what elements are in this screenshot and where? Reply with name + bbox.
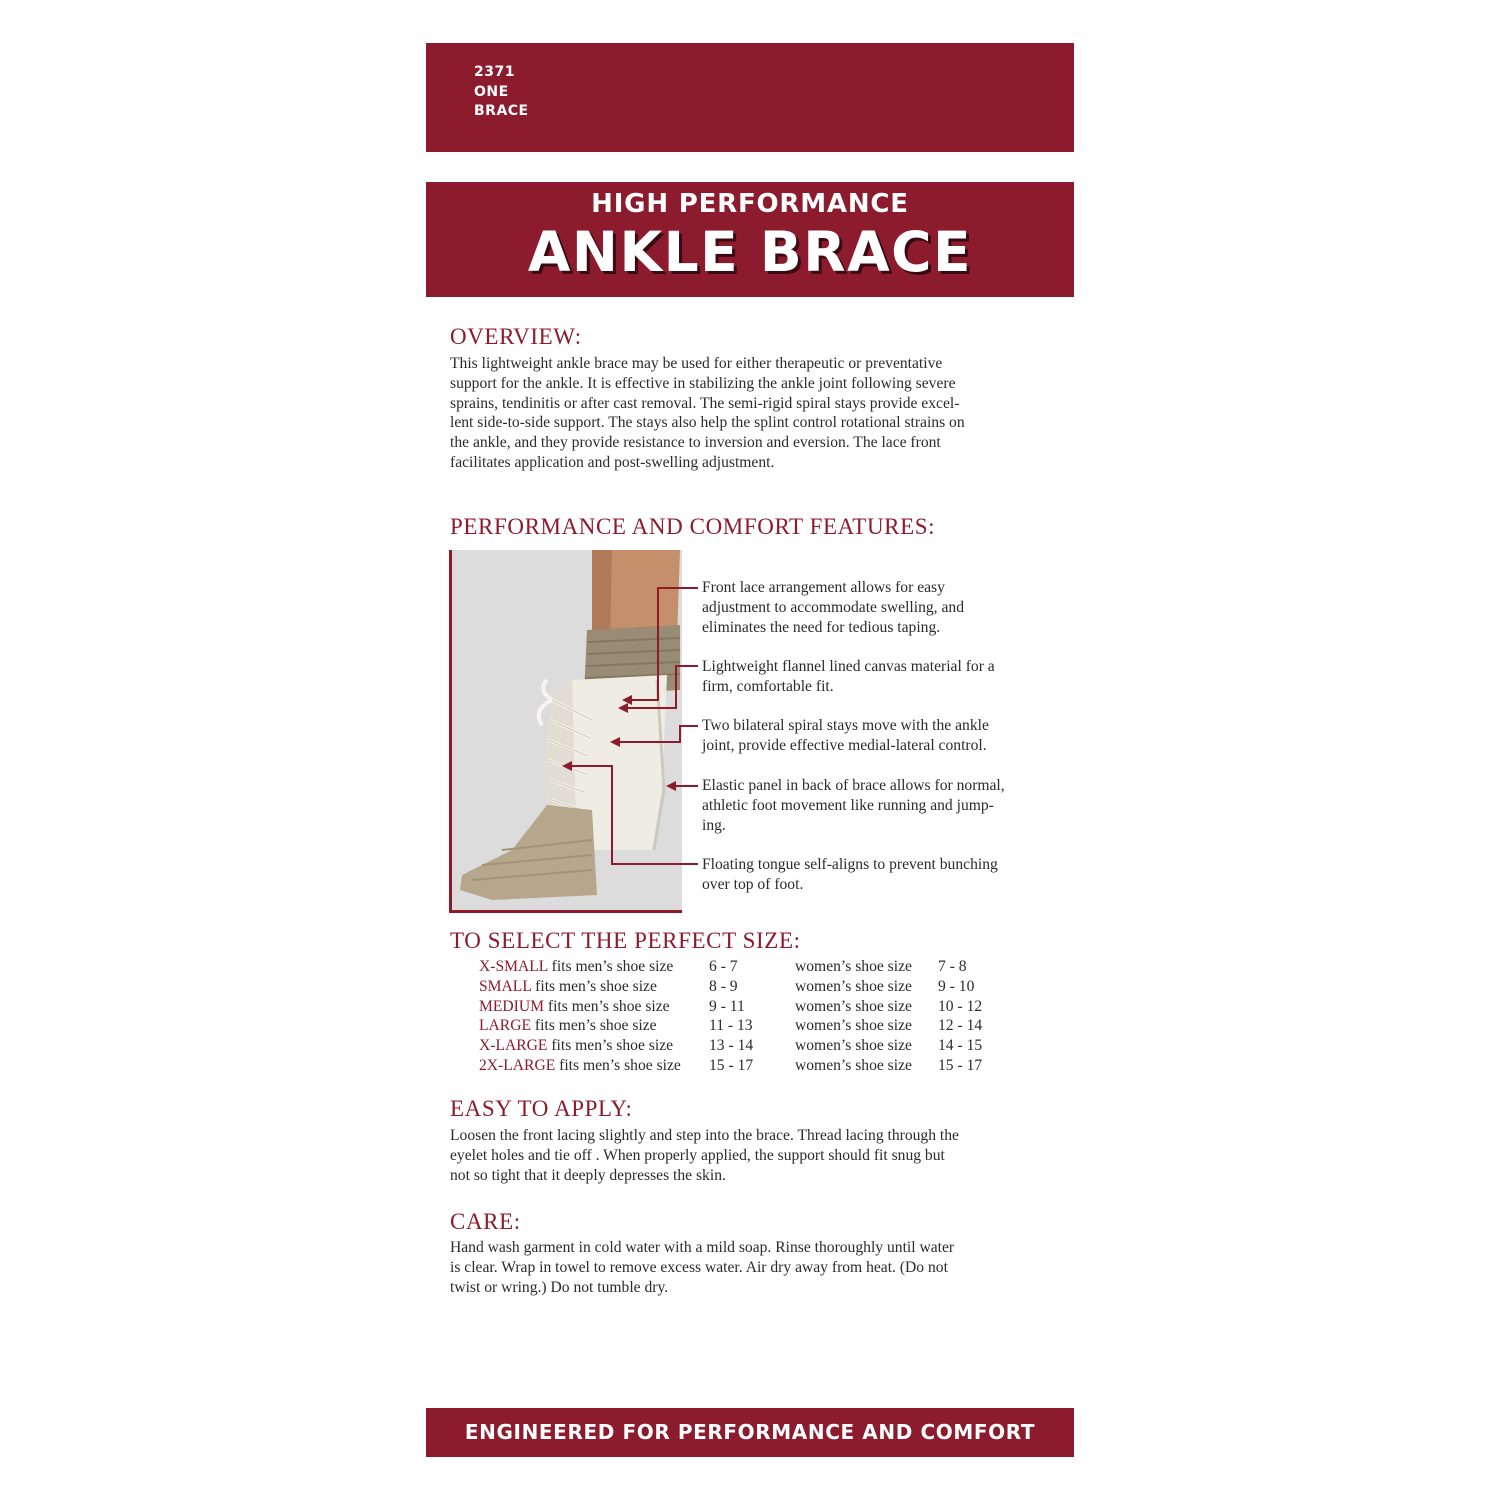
feature-line: over top of foot.	[702, 875, 804, 893]
men-size-range: 9 - 11	[709, 997, 745, 1015]
size-row	[479, 1056, 983, 1076]
size-row	[479, 1036, 983, 1056]
women-size-range: 9 - 10	[938, 977, 975, 995]
size-name: MEDIUM	[479, 997, 544, 1015]
men-size-range: 6 - 7	[709, 958, 738, 975]
men-size-label: fits men’s shoe size	[530, 1017, 657, 1035]
feature-line: Elastic panel in back of brace allows for normal,	[702, 777, 1005, 794]
men-size-range: 13 - 14	[709, 1037, 754, 1055]
apply-heading: EASY TO APPLY:	[450, 1096, 633, 1121]
feature-line: Front lace arrangement allows for easy	[702, 579, 945, 596]
women-size-range: 7 - 8	[938, 958, 967, 975]
product-code-line: ONE	[474, 83, 509, 100]
feature-line: adjustment to accommodate swelling, and	[702, 598, 964, 616]
overview-line: facilitates application and post-swelling adjustment.	[450, 453, 775, 471]
product-code-banner	[426, 43, 1074, 152]
size-row	[479, 957, 967, 977]
women-size-label: women’s shoe size	[795, 977, 912, 995]
women-size-range: 14 - 15	[938, 1037, 983, 1055]
size-row	[479, 977, 975, 997]
ankle-brace-photo	[449, 550, 682, 913]
size-name: SMALL	[479, 977, 532, 995]
care-line: twist or wring.) Do not tumble dry.	[450, 1278, 669, 1296]
overview-line: lent side-to-side support. The stays also help the splint control rotational strains on	[450, 414, 965, 432]
women-size-label: women’s shoe size	[795, 958, 912, 975]
feature-line: eliminates the need for tedious taping.	[702, 618, 941, 636]
care-line: Hand wash garment in cold water with a mild soap. Rinse thoroughly until water	[450, 1239, 955, 1256]
feature-item	[702, 578, 1062, 637]
size-row	[479, 997, 983, 1017]
care-heading: CARE:	[450, 1209, 521, 1234]
men-size-label: fits men’s shoe size	[547, 958, 674, 975]
feature-item	[702, 716, 1062, 756]
product-code-line: BRACE	[474, 103, 529, 119]
overview-line: support for the ankle. It is effective in stabilizing the ankle joint following severe	[450, 374, 956, 392]
apply-text	[450, 1126, 1060, 1185]
men-size-label: fits men’s shoe size	[531, 977, 657, 995]
sizing-heading: TO SELECT THE PERFECT SIZE:	[450, 928, 801, 953]
size-name: X-SMALL	[479, 958, 548, 975]
feature-line: ing.	[702, 816, 726, 834]
overview-text	[450, 354, 1060, 473]
footer-tagline: ENGINEERED FOR PERFORMANCE AND COMFORT	[464, 1420, 1036, 1444]
overview-heading: OVERVIEW:	[450, 324, 582, 349]
women-size-label: women’s shoe size	[795, 1056, 912, 1074]
product-code-line: 2371	[474, 64, 515, 80]
feature-item	[702, 855, 1062, 895]
feature-line: Two bilateral spiral stays move with the ankle	[702, 717, 989, 734]
size-name: 2X-LARGE	[479, 1056, 556, 1074]
size-chart	[479, 957, 983, 1076]
care-line: is clear. Wrap in towel to remove excess water. Air dry away from heat. (Do not	[450, 1258, 948, 1276]
overview-line: This lightweight ankle brace may be used for either therapeutic or preventative	[450, 355, 943, 372]
apply-line: eyelet holes and tie off . When properly applied, the support should fit snug but	[450, 1146, 945, 1164]
care-text	[450, 1238, 1060, 1297]
men-size-label: fits men’s shoe size	[555, 1056, 681, 1074]
men-size-label: fits men’s shoe size	[547, 1037, 674, 1055]
size-name: X-LARGE	[479, 1037, 548, 1055]
feature-line: athletic foot movement like running and jump-	[702, 796, 994, 814]
size-name: LARGE	[479, 1017, 531, 1035]
women-size-label: women’s shoe size	[795, 1037, 912, 1055]
size-row	[479, 1016, 983, 1036]
men-size-range: 8 - 9	[709, 977, 738, 995]
women-size-label: women’s shoe size	[795, 1017, 912, 1035]
feature-line: firm, comfortable fit.	[702, 677, 834, 695]
women-size-label: women’s shoe size	[795, 997, 912, 1015]
women-size-range: 12 - 14	[938, 1017, 983, 1035]
men-size-label: fits men’s shoe size	[543, 997, 670, 1015]
men-size-range: 11 - 13	[709, 1017, 753, 1035]
feature-line: Lightweight flannel lined canvas material for a	[702, 658, 995, 675]
page-title: ANKLE BRACE	[527, 220, 973, 284]
apply-line: not so tight that it deeply depresses the skin.	[450, 1166, 726, 1184]
apply-line: Loosen the front lacing slightly and step into the brace. Thread lacing through the	[450, 1127, 959, 1144]
women-size-range: 15 - 17	[938, 1056, 983, 1074]
women-size-range: 10 - 12	[938, 997, 983, 1015]
product-code	[474, 63, 529, 122]
feature-item	[702, 776, 1062, 835]
title-banner	[426, 182, 1074, 297]
features-heading: PERFORMANCE AND COMFORT FEATURES:	[450, 514, 936, 539]
footer-banner	[426, 1408, 1074, 1457]
feature-item	[702, 657, 1062, 697]
feature-line: joint, provide effective medial-lateral control.	[702, 736, 987, 754]
men-size-range: 15 - 17	[709, 1056, 754, 1074]
overview-line: the ankle, and they provide resistance to inversion and eversion. The lace front	[450, 434, 941, 452]
overview-line: sprains, tendinitis or after cast removal. The semi-rigid spiral stays provide excel-	[450, 394, 960, 412]
feature-line: Floating tongue self-aligns to prevent bunching	[702, 856, 998, 873]
title-subtitle: HIGH PERFORMANCE	[591, 189, 909, 219]
